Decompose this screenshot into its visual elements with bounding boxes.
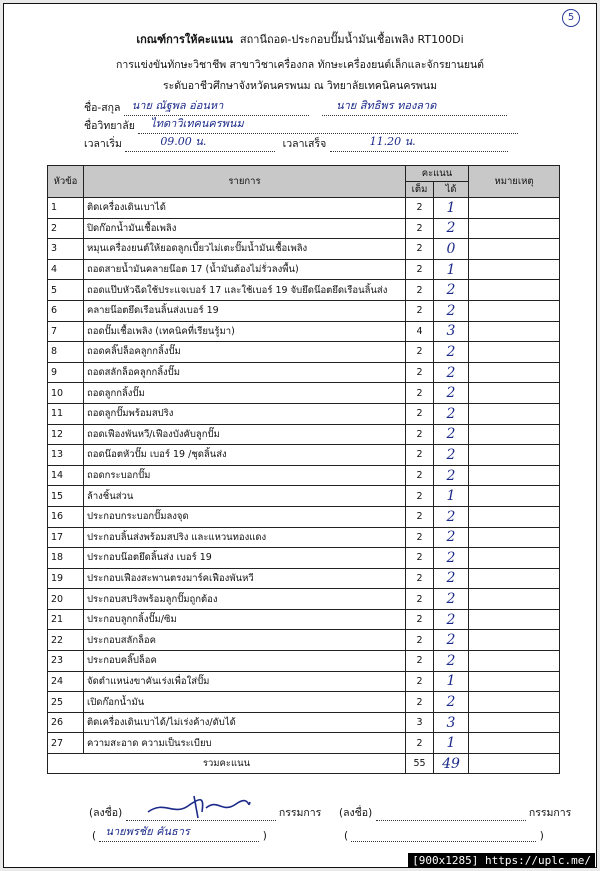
row-item: เปิดก๊อกน้ำมัน <box>84 692 406 713</box>
name2-value: นาย สิทธิพร ทองลาด <box>336 99 437 112</box>
table-row <box>48 383 560 404</box>
row-got-score[interactable]: 2 <box>434 465 469 486</box>
row-item: ถอดน๊อตหัวปั๊ม เบอร์ 19 /ชุดลิ้นส่ง <box>84 445 406 466</box>
row-full-score: 2 <box>406 259 434 280</box>
row-got-score[interactable]: 2 <box>434 548 469 569</box>
table-row <box>48 424 560 445</box>
total-row <box>48 754 560 774</box>
row-full-score: 2 <box>406 300 434 321</box>
end-time-label: เวลาเสร็จ <box>282 138 327 150</box>
row-item: ถอดคลิ๊ปล็อคลูกกลิ้งปั๊ม <box>84 342 406 363</box>
row-full-score: 2 <box>406 239 434 260</box>
col-header-score: คะแนน <box>406 166 469 182</box>
row-number: 4 <box>48 259 84 280</box>
row-got-score[interactable]: 2 <box>434 280 469 301</box>
signature-right-line[interactable] <box>376 809 526 821</box>
row-number: 3 <box>48 239 84 260</box>
row-item: คลายน๊อตยึดเรือนลิ้นส่งเบอร์ 19 <box>84 300 406 321</box>
row-full-score: 2 <box>406 609 434 630</box>
college-label: ชื่อวิทยาลัย <box>84 120 135 132</box>
printed-name-right-open: ( <box>344 830 349 842</box>
table-row <box>48 300 560 321</box>
row-full-score: 2 <box>406 671 434 692</box>
row-note[interactable] <box>469 630 560 651</box>
row-item: ประกอบกระบอกปั๊มลงจุด <box>84 506 406 527</box>
row-number: 18 <box>48 548 84 569</box>
sheet-title-rest: สถานีถอด-ประกอบปั๊มน้ำมันเชื้อเพลิง RT100Di <box>239 33 464 46</box>
row-number: 9 <box>48 362 84 383</box>
row-number: 26 <box>48 712 84 733</box>
col-header-note: หมายเหตุ <box>469 166 560 198</box>
start-time-field[interactable] <box>125 135 275 152</box>
name1-value: นาย ณัฐพล อ่อนหา <box>131 99 224 112</box>
signature-right-open: (ลงชื่อ) <box>339 807 373 819</box>
signature-left-line[interactable] <box>126 809 276 821</box>
competition-line: การแข่งขันทักษะวิชาชีพ สาขาวิชาเครื่องกล ทักษะเครื่องยนต์เล็กและจักรยานยนต์ <box>116 59 484 71</box>
row-got-score[interactable]: 2 <box>434 300 469 321</box>
row-full-score: 2 <box>406 733 434 754</box>
row-got-score[interactable]: 2 <box>434 342 469 363</box>
table-row <box>48 321 560 342</box>
row-full-score: 4 <box>406 321 434 342</box>
name-label: ชื่อ-สกุล <box>84 102 121 114</box>
row-item: ติดเครื่องเดินเบาได้/ไม่เร่งค้าง/ดับได้ <box>84 712 406 733</box>
end-time-value: 11.20 น. <box>369 135 416 148</box>
name-row <box>84 99 507 116</box>
table-row <box>48 403 560 424</box>
printed-name-left-close: ) <box>262 830 267 842</box>
row-item: หมุนเครื่องยนต์ให้ยอดลูกเบี้ยวไม่เตะปั๊มน้ำมันเชื้อเพลิง <box>84 239 406 260</box>
row-item: ประกอบลิ้นส่งพร้อมสปริง และแหวนทองแดง <box>84 527 406 548</box>
end-time-field[interactable] <box>330 135 508 152</box>
row-full-score: 2 <box>406 198 434 219</box>
row-item: ประกอบสปริงพร้อมลูกปั๊มถูกต้อง <box>84 589 406 610</box>
row-full-score: 2 <box>406 630 434 651</box>
row-full-score: 2 <box>406 424 434 445</box>
table-row <box>48 465 560 486</box>
table-row <box>48 362 560 383</box>
row-full-score: 2 <box>406 362 434 383</box>
row-item: ถอดกระบอกปั๊ม <box>84 465 406 486</box>
table-row <box>48 671 560 692</box>
signature-right-role: กรรมการ <box>528 807 572 819</box>
row-got-score[interactable]: 1 <box>434 259 469 280</box>
row-item: ปิดก๊อกน้ำมันเชื้อเพลิง <box>84 218 406 239</box>
row-got-score[interactable]: 2 <box>434 218 469 239</box>
row-number: 6 <box>48 300 84 321</box>
row-number: 22 <box>48 630 84 651</box>
table-row <box>48 445 560 466</box>
row-number: 2 <box>48 218 84 239</box>
row-got-score[interactable]: 2 <box>434 630 469 651</box>
row-full-score: 2 <box>406 548 434 569</box>
score-table <box>47 165 560 774</box>
row-item: ประกอบลูกกลิ้งปั๊ม/ซิม <box>84 609 406 630</box>
table-row <box>48 733 560 754</box>
row-note[interactable] <box>469 445 560 466</box>
row-full-score: 2 <box>406 527 434 548</box>
row-number: 24 <box>48 671 84 692</box>
row-item: ถอดแป๊บหัวฉีดใช้ประแจเบอร์ 17 และใช้เบอร์ 19 จับยึดน๊อตยึดเรือนลิ้นส่ง <box>84 280 406 301</box>
row-full-score: 2 <box>406 651 434 672</box>
table-row <box>48 712 560 733</box>
table-row <box>48 527 560 548</box>
row-item: ติดเครื่องเดินเบาได้ <box>84 198 406 219</box>
row-item: ถอดลูกกลิ้งปั๊ม <box>84 383 406 404</box>
row-full-score: 2 <box>406 692 434 713</box>
row-got-score[interactable]: 1 <box>434 486 469 507</box>
row-note[interactable] <box>469 465 560 486</box>
row-got-score[interactable]: 0 <box>434 239 469 260</box>
table-row <box>48 548 560 569</box>
row-full-score: 3 <box>406 712 434 733</box>
college-value: ไทดาวิเทคนครพนม <box>150 117 244 130</box>
row-item: ล้างชิ้นส่วน <box>84 486 406 507</box>
row-item: ถอดปั๊มเชื้อเพลิง (เทคนิคที่เรียนรู้มา) <box>84 321 406 342</box>
row-note[interactable] <box>469 239 560 260</box>
table-row <box>48 506 560 527</box>
row-got-score[interactable]: 2 <box>434 609 469 630</box>
row-note[interactable] <box>469 218 560 239</box>
row-full-score: 2 <box>406 342 434 363</box>
row-note[interactable] <box>469 506 560 527</box>
row-full-score: 2 <box>406 589 434 610</box>
row-got-score[interactable]: 2 <box>434 383 469 404</box>
signature-right <box>339 804 571 821</box>
row-number: 23 <box>48 651 84 672</box>
printed-name-left-line[interactable] <box>99 825 259 842</box>
row-number: 12 <box>48 424 84 445</box>
row-item: ประกอบเฟืองสะพานตรงมาร์คเฟืองพันหวี <box>84 568 406 589</box>
row-number: 16 <box>48 506 84 527</box>
venue-line: ระดับอาชีวศึกษาจังหวัดนครพนม ณ วิทยาลัยเทคนิคนครพนม <box>162 80 438 92</box>
watermark: [900x1285] https://uplc.me/ <box>408 853 595 868</box>
printed-name-right <box>344 830 544 842</box>
row-full-score: 2 <box>406 486 434 507</box>
row-full-score: 2 <box>406 403 434 424</box>
row-item: ถอดเฟืองพันหวี/เฟืองบังคับลูกปั๊ม <box>84 424 406 445</box>
table-row <box>48 609 560 630</box>
row-note[interactable] <box>469 342 560 363</box>
row-note[interactable] <box>469 300 560 321</box>
row-item: ประกอบสลักล็อค <box>84 630 406 651</box>
signature-left-role: กรรมการ <box>278 807 322 819</box>
start-time-value: 09.00 น. <box>160 135 207 148</box>
row-got-score[interactable]: 2 <box>434 403 469 424</box>
table-row <box>48 568 560 589</box>
row-got-score[interactable]: 2 <box>434 651 469 672</box>
row-got-score[interactable]: 1 <box>434 733 469 754</box>
row-note[interactable] <box>469 568 560 589</box>
row-got-score[interactable]: 1 <box>434 671 469 692</box>
row-full-score: 2 <box>406 568 434 589</box>
row-full-score: 2 <box>406 383 434 404</box>
table-row <box>48 239 560 260</box>
row-number: 15 <box>48 486 84 507</box>
row-number: 11 <box>48 403 84 424</box>
total-full: 55 <box>406 754 434 774</box>
row-note[interactable] <box>469 403 560 424</box>
sheet-title <box>4 30 596 48</box>
start-time-label: เวลาเริ่ม <box>84 138 122 150</box>
row-note[interactable] <box>469 548 560 569</box>
row-got-score[interactable]: 3 <box>434 321 469 342</box>
row-note[interactable] <box>469 321 560 342</box>
row-got-score[interactable]: 2 <box>434 506 469 527</box>
table-row <box>48 692 560 713</box>
sheet-title-bold: เกณฑ์การให้คะแนน <box>136 33 233 46</box>
row-item: จัดตำแหน่งขาคันเร่งเพื่อใส่ปั๊ม <box>84 671 406 692</box>
row-item: ประกอบคลิ๊ปล็อค <box>84 651 406 672</box>
total-note <box>469 754 560 774</box>
row-note[interactable] <box>469 486 560 507</box>
row-got-score[interactable]: 2 <box>434 568 469 589</box>
row-note[interactable] <box>469 609 560 630</box>
row-note[interactable] <box>469 198 560 219</box>
row-got-score[interactable]: 2 <box>434 424 469 445</box>
row-number: 17 <box>48 527 84 548</box>
table-row <box>48 651 560 672</box>
table-row <box>48 259 560 280</box>
row-note[interactable] <box>469 362 560 383</box>
row-full-score: 2 <box>406 465 434 486</box>
row-number: 1 <box>48 198 84 219</box>
score-sheet-page <box>3 3 597 868</box>
printed-name-right-close: ) <box>539 830 544 842</box>
row-number: 21 <box>48 609 84 630</box>
row-item: ประกอบน๊อตยึดลิ้นส่ง เบอร์ 19 <box>84 548 406 569</box>
table-row <box>48 218 560 239</box>
printed-name-right-line[interactable] <box>351 830 536 842</box>
row-number: 25 <box>48 692 84 713</box>
row-note[interactable] <box>469 589 560 610</box>
row-item: ถอดลูกปั๊มพร้อมสปริง <box>84 403 406 424</box>
printed-name-left-open: ( <box>92 830 97 842</box>
row-number: 5 <box>48 280 84 301</box>
table-row <box>48 486 560 507</box>
row-number: 7 <box>48 321 84 342</box>
row-item: ความสะอาด ความเป็นระเบียบ <box>84 733 406 754</box>
row-item: ถอดสายน้ำมันคลายน๊อต 17 (น้ำมันต้องไม่รั่วลงพื้น) <box>84 259 406 280</box>
row-got-score[interactable]: 2 <box>434 527 469 548</box>
row-full-score: 2 <box>406 506 434 527</box>
row-number: 14 <box>48 465 84 486</box>
signature-left-scribble <box>144 794 254 820</box>
row-note[interactable] <box>469 671 560 692</box>
row-number: 19 <box>48 568 84 589</box>
row-note[interactable] <box>469 712 560 733</box>
table-header-row <box>48 166 560 182</box>
row-got-score[interactable]: 2 <box>434 692 469 713</box>
row-note[interactable] <box>469 692 560 713</box>
row-note[interactable] <box>469 424 560 445</box>
row-number: 8 <box>48 342 84 363</box>
table-row <box>48 280 560 301</box>
row-got-score[interactable]: 3 <box>434 712 469 733</box>
row-item: ถอดสลักล็อคลูกกลิ้งปั๊ม <box>84 362 406 383</box>
score-table-body <box>48 198 560 754</box>
signature-left-open: (ลงชื่อ) <box>89 807 123 819</box>
col-header-no: หัวข้อ <box>48 166 84 198</box>
row-full-score: 2 <box>406 280 434 301</box>
time-row <box>84 135 508 152</box>
row-full-score: 2 <box>406 218 434 239</box>
name2-field[interactable] <box>322 99 507 116</box>
col-header-got: ได้ <box>434 182 469 198</box>
page-number-circle: 5 <box>562 9 580 27</box>
signature-left <box>89 804 321 821</box>
row-note[interactable] <box>469 733 560 754</box>
total-got[interactable]: 49 <box>434 754 469 774</box>
table-row <box>48 589 560 610</box>
college-row <box>84 117 518 134</box>
total-label: รวมคะแนน <box>48 754 406 774</box>
col-header-item: รายการ <box>84 166 406 198</box>
row-got-score[interactable]: 1 <box>434 198 469 219</box>
row-note[interactable] <box>469 259 560 280</box>
row-number: 20 <box>48 589 84 610</box>
row-note[interactable] <box>469 651 560 672</box>
row-note[interactable] <box>469 383 560 404</box>
table-row <box>48 198 560 219</box>
table-row <box>48 630 560 651</box>
row-got-score[interactable]: 2 <box>434 589 469 610</box>
row-number: 13 <box>48 445 84 466</box>
row-full-score: 2 <box>406 445 434 466</box>
printed-name-left <box>92 825 267 842</box>
row-got-score[interactable]: 2 <box>434 445 469 466</box>
row-number: 27 <box>48 733 84 754</box>
col-header-full: เต็ม <box>406 182 434 198</box>
row-note[interactable] <box>469 527 560 548</box>
table-row <box>48 342 560 363</box>
row-note[interactable] <box>469 280 560 301</box>
row-got-score[interactable]: 2 <box>434 362 469 383</box>
row-number: 10 <box>48 383 84 404</box>
printed-name-left-value: นายพรชัย คันธาร <box>105 825 190 838</box>
